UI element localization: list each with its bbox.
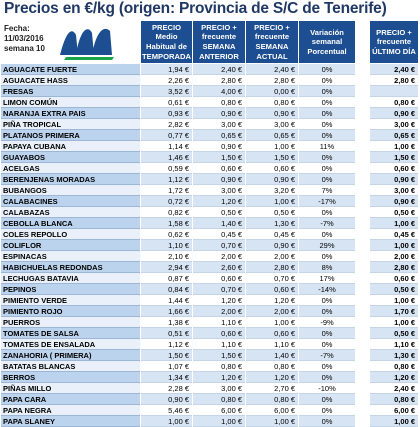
cell-ultimo: 1,00 € bbox=[370, 295, 418, 306]
table-row bbox=[0, 218, 420, 229]
week-label: semana 10 bbox=[4, 44, 45, 53]
cell-variacion: 0% bbox=[299, 328, 355, 339]
cell-actual: 1,00 € bbox=[246, 317, 298, 328]
cell-variacion: 0% bbox=[299, 251, 355, 262]
cell-medio: 1,66 € bbox=[141, 306, 192, 317]
cell-anterior: 3,00 € bbox=[193, 185, 245, 196]
table-row bbox=[0, 108, 420, 119]
cell-variacion: 0% bbox=[299, 86, 355, 97]
cell-ultimo: 1,00 € bbox=[370, 317, 418, 328]
cell-name: PEPINOS bbox=[1, 284, 140, 295]
cell-ultimo: 1,00 € bbox=[370, 416, 418, 427]
cell-anterior: 0,45 € bbox=[193, 229, 245, 240]
cell-variacion: 0% bbox=[299, 295, 355, 306]
cell-actual: 0,90 € bbox=[246, 174, 298, 185]
cell-actual: 0,80 € bbox=[246, 394, 298, 405]
table-row bbox=[0, 328, 420, 339]
cell-anterior: 0,90 € bbox=[193, 174, 245, 185]
cell-variacion: 0% bbox=[299, 416, 355, 427]
table-row bbox=[0, 262, 420, 273]
cell-name: AGUACATE FUERTE bbox=[1, 64, 140, 75]
cell-actual: 6,00 € bbox=[246, 405, 298, 416]
cell-ultimo: 0,80 € bbox=[370, 394, 418, 405]
cell-anterior: 1,00 € bbox=[193, 416, 245, 427]
cell-ultimo: 0,60 € bbox=[370, 163, 418, 174]
cell-anterior: 3,00 € bbox=[193, 119, 245, 130]
cell-name: PLATANOS PRIMERA bbox=[1, 130, 140, 141]
cell-ultimo: 0,50 € bbox=[370, 207, 418, 218]
cell-actual: 0,60 € bbox=[246, 328, 298, 339]
cell-name: COLIFLOR bbox=[1, 240, 140, 251]
cell-medio: 0,59 € bbox=[141, 163, 192, 174]
table-row bbox=[0, 317, 420, 328]
cell-name: ACELGAS bbox=[1, 163, 140, 174]
cell-ultimo: 2,40 € bbox=[370, 64, 418, 75]
cell-ultimo: 2,80 € bbox=[370, 75, 418, 86]
cell-anterior: 1,10 € bbox=[193, 339, 245, 350]
cell-anterior: 0,90 € bbox=[193, 108, 245, 119]
cell-variacion: 0% bbox=[299, 207, 355, 218]
cell-medio: 3,52 € bbox=[141, 86, 192, 97]
cell-anterior: 1,20 € bbox=[193, 196, 245, 207]
cell-actual: 1,00 € bbox=[246, 416, 298, 427]
table-row bbox=[0, 152, 420, 163]
date-value: 11/03/2016 bbox=[4, 34, 44, 43]
cell-ultimo: 1,00 € bbox=[370, 240, 418, 251]
cell-ultimo: 0,90 € bbox=[370, 174, 418, 185]
cell-medio: 0,87 € bbox=[141, 273, 192, 284]
cell-name: AGUACATE HASS bbox=[1, 75, 140, 86]
table-row bbox=[0, 361, 420, 372]
cell-name: PAPA CARA bbox=[1, 394, 140, 405]
cell-medio: 1,50 € bbox=[141, 350, 192, 361]
cell-actual: 0,90 € bbox=[246, 240, 298, 251]
cell-ultimo: 6,00 € bbox=[370, 405, 418, 416]
cell-actual: 0,60 € bbox=[246, 284, 298, 295]
cell-name: PIÑA TROPICAL bbox=[1, 119, 140, 130]
cell-actual: 1,10 € bbox=[246, 339, 298, 350]
cell-medio: 1,12 € bbox=[141, 174, 192, 185]
cell-medio: 1,72 € bbox=[141, 185, 192, 196]
cell-medio: 0,90 € bbox=[141, 394, 192, 405]
cell-name: ESPINACAS bbox=[1, 251, 140, 262]
cell-anterior: 2,00 € bbox=[193, 306, 245, 317]
cell-name: CEBOLLA BLANCA bbox=[1, 218, 140, 229]
cell-variacion: 0% bbox=[299, 97, 355, 108]
cell-name: CALABAZAS bbox=[1, 207, 140, 218]
cell-anterior: 1,40 € bbox=[193, 218, 245, 229]
cell-actual: 1,20 € bbox=[246, 372, 298, 383]
cell-anterior: 0,50 € bbox=[193, 207, 245, 218]
cell-medio: 0,62 € bbox=[141, 229, 192, 240]
cell-anterior: 0,65 € bbox=[193, 130, 245, 141]
cell-name: PUERROS bbox=[1, 317, 140, 328]
cell-medio: 2,26 € bbox=[141, 75, 192, 86]
cell-ultimo: 1,30 € bbox=[370, 350, 418, 361]
table-row bbox=[0, 196, 420, 207]
cell-variacion: 0% bbox=[299, 361, 355, 372]
cell-name: BERENJENAS MORADAS bbox=[1, 174, 140, 185]
cell-actual: 1,30 € bbox=[246, 218, 298, 229]
cell-medio: 0,61 € bbox=[141, 97, 192, 108]
table-row bbox=[0, 119, 420, 130]
cell-ultimo: 0,50 € bbox=[370, 328, 418, 339]
cell-ultimo: 0,90 € bbox=[370, 196, 418, 207]
cell-actual: 2,80 € bbox=[246, 262, 298, 273]
cell-ultimo: 2,80 € bbox=[370, 262, 418, 273]
cell-actual: 0,00 € bbox=[246, 86, 298, 97]
cell-anterior: 0,70 € bbox=[193, 284, 245, 295]
cell-medio: 2,10 € bbox=[141, 251, 192, 262]
cell-medio: 1,07 € bbox=[141, 361, 192, 372]
cell-variacion: 0% bbox=[299, 229, 355, 240]
cell-medio: 2,28 € bbox=[141, 383, 192, 394]
cell-medio: 1,12 € bbox=[141, 339, 192, 350]
cell-variacion: 0% bbox=[299, 339, 355, 350]
cell-variacion: 8% bbox=[299, 262, 355, 273]
cell-variacion: 0% bbox=[299, 372, 355, 383]
cell-name: CALABACINES bbox=[1, 196, 140, 207]
cell-variacion: 0% bbox=[299, 119, 355, 130]
table-row bbox=[0, 86, 420, 97]
cell-actual: 0,80 € bbox=[246, 97, 298, 108]
cell-medio: 2,94 € bbox=[141, 262, 192, 273]
cell-ultimo bbox=[370, 86, 418, 97]
cell-medio: 1,34 € bbox=[141, 372, 192, 383]
cell-actual: 2,00 € bbox=[246, 251, 298, 262]
cell-medio: 1,00 € bbox=[141, 416, 192, 427]
table-row bbox=[0, 185, 420, 196]
cell-actual: 2,80 € bbox=[246, 75, 298, 86]
cell-name: PIMIENTO VERDE bbox=[1, 295, 140, 306]
cell-name: PIMIENTO ROJO bbox=[1, 306, 140, 317]
cell-medio: 1,94 € bbox=[141, 64, 192, 75]
cell-variacion: 0% bbox=[299, 108, 355, 119]
cell-actual: 0,70 € bbox=[246, 273, 298, 284]
cell-anterior: 3,00 € bbox=[193, 383, 245, 394]
cell-medio: 0,77 € bbox=[141, 130, 192, 141]
table-row bbox=[0, 350, 420, 361]
cell-medio: 0,84 € bbox=[141, 284, 192, 295]
cell-variacion: -7% bbox=[299, 350, 355, 361]
table-row bbox=[0, 240, 420, 251]
cell-actual: 2,40 € bbox=[246, 64, 298, 75]
cell-medio: 1,38 € bbox=[141, 317, 192, 328]
cell-anterior: 2,60 € bbox=[193, 262, 245, 273]
table-row bbox=[0, 405, 420, 416]
date-label: Fecha: bbox=[4, 24, 30, 33]
cell-variacion: 0% bbox=[299, 163, 355, 174]
cell-ultimo: 1,00 € bbox=[370, 141, 418, 152]
cell-medio: 1,58 € bbox=[141, 218, 192, 229]
cell-variacion: -17% bbox=[299, 196, 355, 207]
cell-name: PIÑAS MILLO bbox=[1, 383, 140, 394]
cell-ultimo: 1,50 € bbox=[370, 152, 418, 163]
table-row bbox=[0, 75, 420, 86]
cell-name: LECHUGAS BATAVIA bbox=[1, 273, 140, 284]
table-row bbox=[0, 163, 420, 174]
cell-ultimo: 2,40 € bbox=[370, 383, 418, 394]
table-row bbox=[0, 383, 420, 394]
cell-variacion: 0% bbox=[299, 75, 355, 86]
cell-actual: 0,65 € bbox=[246, 130, 298, 141]
cell-name: PAPAYA CUBANA bbox=[1, 141, 140, 152]
header-medio: PRECIO Medio Habitual de TEMPORADA bbox=[141, 21, 192, 63]
cell-anterior: 0,80 € bbox=[193, 97, 245, 108]
cell-medio: 1,44 € bbox=[141, 295, 192, 306]
cell-ultimo: 1,00 € bbox=[370, 218, 418, 229]
cell-variacion: -14% bbox=[299, 284, 355, 295]
cell-variacion: 0% bbox=[299, 174, 355, 185]
cell-name: BUBANGOS bbox=[1, 185, 140, 196]
cell-variacion: 0% bbox=[299, 394, 355, 405]
cell-name: TOMATES DE SALSA bbox=[1, 328, 140, 339]
cell-medio: 1,14 € bbox=[141, 141, 192, 152]
cell-ultimo: 0,90 € bbox=[370, 108, 418, 119]
cell-actual: 0,80 € bbox=[246, 361, 298, 372]
table-row bbox=[0, 339, 420, 350]
cell-actual: 1,00 € bbox=[246, 141, 298, 152]
cell-anterior: 4,00 € bbox=[193, 86, 245, 97]
cell-ultimo: 0,65 € bbox=[370, 130, 418, 141]
cell-anterior: 6,00 € bbox=[193, 405, 245, 416]
table-row bbox=[0, 251, 420, 262]
cell-name: GUAYABOS bbox=[1, 152, 140, 163]
cell-variacion: 0% bbox=[299, 306, 355, 317]
table-row bbox=[0, 64, 420, 75]
table-row bbox=[0, 394, 420, 405]
cell-name: BATATAS BLANCAS bbox=[1, 361, 140, 372]
table-row bbox=[0, 284, 420, 295]
cell-actual: 0,90 € bbox=[246, 108, 298, 119]
cabildo-logo bbox=[56, 21, 118, 61]
header-variacion: Variación semanal Porcentual bbox=[299, 21, 355, 63]
cell-actual: 2,00 € bbox=[246, 306, 298, 317]
cell-name: LIMON COMÚN bbox=[1, 97, 140, 108]
table-row bbox=[0, 130, 420, 141]
cell-actual: 2,70 € bbox=[246, 383, 298, 394]
cell-variacion: 11% bbox=[299, 141, 355, 152]
cell-ultimo: 1,20 € bbox=[370, 372, 418, 383]
cell-variacion: 29% bbox=[299, 240, 355, 251]
cell-actual: 1,00 € bbox=[246, 196, 298, 207]
table-row bbox=[0, 306, 420, 317]
cell-actual: 1,40 € bbox=[246, 350, 298, 361]
cell-anterior: 2,00 € bbox=[193, 251, 245, 262]
cell-anterior: 0,80 € bbox=[193, 394, 245, 405]
cell-anterior: 2,40 € bbox=[193, 64, 245, 75]
cell-anterior: 1,20 € bbox=[193, 372, 245, 383]
table-row bbox=[0, 141, 420, 152]
cell-actual: 0,60 € bbox=[246, 163, 298, 174]
cell-name: PAPA SLANEY bbox=[1, 416, 140, 427]
cell-medio: 0,82 € bbox=[141, 207, 192, 218]
cell-variacion: 0% bbox=[299, 405, 355, 416]
cell-ultimo: 0,50 € bbox=[370, 284, 418, 295]
cell-actual: 1,20 € bbox=[246, 295, 298, 306]
table-row bbox=[0, 416, 420, 427]
header-actual: PRECIO + frecuente SEMANA ACTUAL bbox=[246, 21, 298, 63]
cell-actual: 0,50 € bbox=[246, 207, 298, 218]
cell-medio: 5,46 € bbox=[141, 405, 192, 416]
cell-anterior: 0,60 € bbox=[193, 273, 245, 284]
cell-ultimo: 1,10 € bbox=[370, 339, 418, 350]
page-title: Precios en €/kg (origen: Provincia de S/C de Tenerife) bbox=[4, 0, 387, 17]
cell-variacion: 0% bbox=[299, 64, 355, 75]
cell-ultimo: 0,60 € bbox=[370, 273, 418, 284]
cell-name: FRESAS bbox=[1, 86, 140, 97]
cell-name: TOMATES DE ENSALADA bbox=[1, 339, 140, 350]
cell-name: BERROS bbox=[1, 372, 140, 383]
cell-ultimo: 1,70 € bbox=[370, 306, 418, 317]
cell-name: COLES REPOLLO bbox=[1, 229, 140, 240]
cell-anterior: 1,20 € bbox=[193, 295, 245, 306]
table-row bbox=[0, 295, 420, 306]
cell-variacion: 17% bbox=[299, 273, 355, 284]
cell-ultimo: 0,45 € bbox=[370, 229, 418, 240]
cell-anterior: 0,90 € bbox=[193, 141, 245, 152]
cell-actual: 0,45 € bbox=[246, 229, 298, 240]
cell-medio: 0,51 € bbox=[141, 328, 192, 339]
cell-ultimo: 3,00 € bbox=[370, 119, 418, 130]
cell-ultimo: 0,80 € bbox=[370, 361, 418, 372]
cell-variacion: -7% bbox=[299, 218, 355, 229]
table-row bbox=[0, 273, 420, 284]
cell-name: PAPA NEGRA bbox=[1, 405, 140, 416]
cell-anterior: 0,70 € bbox=[193, 240, 245, 251]
cell-name: HABICHUELAS REDONDAS bbox=[1, 262, 140, 273]
cell-variacion: -9% bbox=[299, 317, 355, 328]
cell-ultimo: 3,00 € bbox=[370, 185, 418, 196]
cell-actual: 3,20 € bbox=[246, 185, 298, 196]
cell-anterior: 1,50 € bbox=[193, 152, 245, 163]
cell-variacion: 7% bbox=[299, 185, 355, 196]
cell-name: ZANAHORIA ( PRIMERA) bbox=[1, 350, 140, 361]
cell-medio: 0,72 € bbox=[141, 196, 192, 207]
table-row bbox=[0, 372, 420, 383]
cell-variacion: -10% bbox=[299, 383, 355, 394]
cell-variacion: 0% bbox=[299, 152, 355, 163]
cell-anterior: 0,60 € bbox=[193, 163, 245, 174]
header-anterior: PRECIO + frecuente SEMANA ANTERIOR bbox=[193, 21, 245, 63]
header-ultimo: PRECIO + frecuente ÚLTIMO DÍA bbox=[370, 21, 418, 63]
cell-anterior: 0,60 € bbox=[193, 328, 245, 339]
cell-anterior: 1,50 € bbox=[193, 350, 245, 361]
cell-medio: 1,46 € bbox=[141, 152, 192, 163]
cell-medio: 0,93 € bbox=[141, 108, 192, 119]
cell-anterior: 1,10 € bbox=[193, 317, 245, 328]
cell-anterior: 2,80 € bbox=[193, 75, 245, 86]
table-row bbox=[0, 174, 420, 185]
cell-actual: 1,50 € bbox=[246, 152, 298, 163]
cell-name: NARANJA EXTRA PAIS bbox=[1, 108, 140, 119]
cell-anterior: 0,80 € bbox=[193, 361, 245, 372]
table-row bbox=[0, 97, 420, 108]
cell-medio: 2,82 € bbox=[141, 119, 192, 130]
cell-variacion: 0% bbox=[299, 130, 355, 141]
cell-actual: 3,00 € bbox=[246, 119, 298, 130]
cell-medio: 1,10 € bbox=[141, 240, 192, 251]
cell-ultimo: 0,80 € bbox=[370, 97, 418, 108]
table-row bbox=[0, 207, 420, 218]
table-row bbox=[0, 229, 420, 240]
cell-ultimo: 2,00 € bbox=[370, 251, 418, 262]
